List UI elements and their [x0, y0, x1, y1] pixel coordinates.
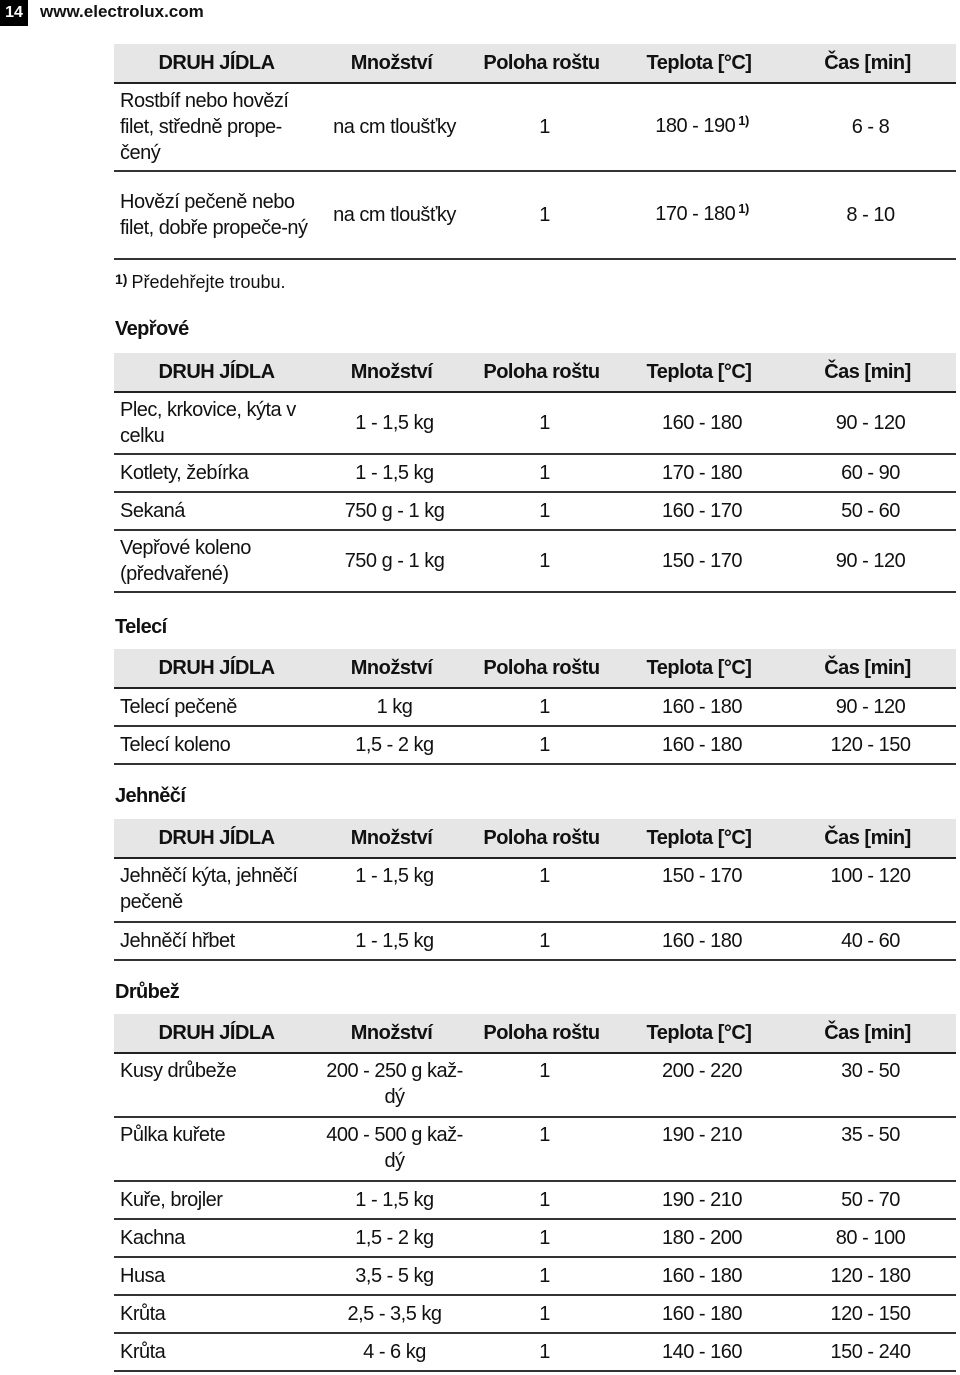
shelf-level: 1: [464, 171, 619, 259]
shelf-level: 1: [464, 492, 619, 530]
table-header-row: [114, 1014, 956, 1053]
temperature: 160 - 180: [619, 726, 779, 764]
time: 6 - 8: [779, 83, 956, 171]
table-header-row: [114, 44, 956, 83]
quantity: 750 g - 1 kg: [319, 530, 464, 592]
col-header-temperature: Teplota [°C]: [619, 1014, 779, 1053]
col-header-dish: DRUH JÍDLA: [114, 353, 319, 392]
col-header-time: Čas [min]: [779, 44, 956, 83]
col-header-dish: DRUH JÍDLA: [114, 649, 319, 688]
temperature: 160 - 180: [619, 1257, 779, 1295]
dish-name: Telecí koleno: [114, 726, 319, 764]
time: 90 - 120: [779, 688, 956, 726]
dish-name: Krůta: [114, 1295, 319, 1333]
shelf-level: 1: [464, 688, 619, 726]
quantity: 4 - 6 kg: [319, 1333, 464, 1371]
quantity: 1,5 - 2 kg: [319, 726, 464, 764]
col-header-temperature: Teplota [°C]: [619, 649, 779, 688]
temperature: 180 - 200: [619, 1219, 779, 1257]
temperature: 140 - 160: [619, 1333, 779, 1371]
table-row: [114, 726, 956, 764]
page-header: [0, 0, 960, 26]
shelf-level: 1: [464, 1117, 619, 1181]
time: 8 - 10: [779, 171, 956, 259]
temperature: 150 - 170: [619, 530, 779, 592]
shelf-level: 1: [464, 1053, 619, 1117]
table-row: [114, 1181, 956, 1219]
table-row: [114, 1333, 956, 1371]
dish-name: Krůta: [114, 1333, 319, 1371]
temperature: 160 - 180: [619, 1295, 779, 1333]
dish-name: Rostbíf nebo hovězí filet, středně prope-čený: [114, 83, 319, 171]
col-header-quantity: Množství: [319, 649, 464, 688]
temperature: [619, 171, 779, 259]
time: 40 - 60: [779, 922, 956, 960]
col-header-time: Čas [min]: [779, 353, 956, 392]
dish-name: Kusy drůbeže: [114, 1053, 319, 1117]
poultry-table: [114, 1014, 956, 1372]
shelf-level: 1: [464, 726, 619, 764]
col-header-time: Čas [min]: [779, 649, 956, 688]
col-header-temperature: Teplota [°C]: [619, 819, 779, 858]
veal-table: [114, 649, 956, 765]
temperature: 170 - 180: [619, 454, 779, 492]
col-header-temperature: Teplota [°C]: [619, 44, 779, 83]
quantity: 1 - 1,5 kg: [319, 392, 464, 454]
time: 120 - 150: [779, 1295, 956, 1333]
shelf-level: 1: [464, 530, 619, 592]
table-row: [114, 1117, 956, 1181]
table-header-row: [114, 819, 956, 858]
table-row: [114, 1219, 956, 1257]
time: 120 - 150: [779, 726, 956, 764]
col-header-shelf: Poloha roštu: [464, 353, 619, 392]
quantity: 1 - 1,5 kg: [319, 858, 464, 922]
shelf-level: 1: [464, 1181, 619, 1219]
table-row: [114, 688, 956, 726]
temperature: 200 - 220: [619, 1053, 779, 1117]
shelf-level: 1: [464, 858, 619, 922]
table-row: [114, 392, 956, 454]
quantity: na cm tloušťky: [319, 83, 464, 171]
footnote-text: Předehřejte troubu.: [131, 272, 286, 292]
shelf-level: 1: [464, 1333, 619, 1371]
time: 50 - 70: [779, 1181, 956, 1219]
quantity: 750 g - 1 kg: [319, 492, 464, 530]
col-header-shelf: Poloha roštu: [464, 819, 619, 858]
section-title-poultry: Drůbež: [115, 981, 180, 1003]
shelf-level: 1: [464, 1219, 619, 1257]
table-row: [114, 1257, 956, 1295]
footnote-ref: 1): [738, 201, 749, 216]
col-header-quantity: Množství: [319, 819, 464, 858]
table-row: [114, 858, 956, 922]
pork-table: [114, 353, 956, 593]
quantity: 400 - 500 g kaž-dý: [319, 1117, 464, 1181]
col-header-quantity: Množství: [319, 44, 464, 83]
table-row: [114, 1295, 956, 1333]
table-row: [114, 492, 956, 530]
quantity: 1,5 - 2 kg: [319, 1219, 464, 1257]
dish-name: Hovězí pečeně nebo filet, dobře propeče-ný: [114, 171, 319, 259]
temperature: 150 - 170: [619, 858, 779, 922]
dish-name: Telecí pečeně: [114, 688, 319, 726]
shelf-level: 1: [464, 922, 619, 960]
section-title-pork: Vepřové: [115, 318, 189, 340]
time: 60 - 90: [779, 454, 956, 492]
col-header-shelf: Poloha roštu: [464, 44, 619, 83]
quantity: 1 - 1,5 kg: [319, 1181, 464, 1219]
quantity: 1 kg: [319, 688, 464, 726]
table-row: [114, 171, 956, 259]
temperature: 160 - 180: [619, 392, 779, 454]
time: 80 - 100: [779, 1219, 956, 1257]
dish-name: Sekaná: [114, 492, 319, 530]
col-header-dish: DRUH JÍDLA: [114, 819, 319, 858]
table-row: [114, 530, 956, 592]
col-header-shelf: Poloha roštu: [464, 649, 619, 688]
dish-name: Kuře, brojler: [114, 1181, 319, 1219]
temperature: 190 - 210: [619, 1117, 779, 1181]
page-number: 14: [0, 0, 28, 26]
time: 30 - 50: [779, 1053, 956, 1117]
col-header-dish: DRUH JÍDLA: [114, 44, 319, 83]
dish-name: Kotlety, žebírka: [114, 454, 319, 492]
col-header-quantity: Množství: [319, 1014, 464, 1053]
section-title-veal: Telecí: [115, 616, 167, 638]
table-header-row: [114, 649, 956, 688]
quantity: 200 - 250 g kaž-dý: [319, 1053, 464, 1117]
table-header-row: [114, 353, 956, 392]
time: 90 - 120: [779, 392, 956, 454]
footnote-ref: 1): [738, 113, 749, 128]
section-title-lamb: Jehněčí: [115, 785, 186, 807]
time: 100 - 120: [779, 858, 956, 922]
dish-name: Kachna: [114, 1219, 319, 1257]
shelf-level: 1: [464, 454, 619, 492]
dish-name: Jehněčí hřbet: [114, 922, 319, 960]
col-header-shelf: Poloha roštu: [464, 1014, 619, 1053]
col-header-temperature: Teplota [°C]: [619, 353, 779, 392]
website-link[interactable]: www.electrolux.com: [40, 2, 204, 21]
dish-name: Vepřové koleno (předvařené): [114, 530, 319, 592]
temperature-value: 170 - 180: [655, 203, 736, 225]
shelf-level: 1: [464, 83, 619, 171]
beef-table: [114, 44, 956, 260]
quantity: 2,5 - 3,5 kg: [319, 1295, 464, 1333]
temperature: 160 - 170: [619, 492, 779, 530]
shelf-level: 1: [464, 392, 619, 454]
quantity: 3,5 - 5 kg: [319, 1257, 464, 1295]
table-row: [114, 922, 956, 960]
quantity: 1 - 1,5 kg: [319, 454, 464, 492]
temperature: 190 - 210: [619, 1181, 779, 1219]
dish-name: Jehněčí kýta, jehněčí pečeně: [114, 858, 319, 922]
table-row: [114, 1053, 956, 1117]
dish-name: Husa: [114, 1257, 319, 1295]
quantity: na cm tloušťky: [319, 171, 464, 259]
temperature-value: 180 - 190: [655, 115, 736, 137]
time: 150 - 240: [779, 1333, 956, 1371]
shelf-level: 1: [464, 1295, 619, 1333]
table-row: [114, 454, 956, 492]
temperature: [619, 83, 779, 171]
lamb-table: [114, 819, 956, 961]
col-header-quantity: Množství: [319, 353, 464, 392]
col-header-time: Čas [min]: [779, 1014, 956, 1053]
time: 90 - 120: [779, 530, 956, 592]
dish-name: Plec, krkovice, kýta v celku: [114, 392, 319, 454]
time: 120 - 180: [779, 1257, 956, 1295]
shelf-level: 1: [464, 1257, 619, 1295]
dish-name: Půlka kuřete: [114, 1117, 319, 1181]
time: 50 - 60: [779, 492, 956, 530]
quantity: 1 - 1,5 kg: [319, 922, 464, 960]
table-row: [114, 83, 956, 171]
temperature: 160 - 180: [619, 688, 779, 726]
footnote: [115, 272, 286, 293]
footnote-mark: 1): [115, 271, 128, 287]
time: 35 - 50: [779, 1117, 956, 1181]
col-header-time: Čas [min]: [779, 819, 956, 858]
temperature: 160 - 180: [619, 922, 779, 960]
col-header-dish: DRUH JÍDLA: [114, 1014, 319, 1053]
